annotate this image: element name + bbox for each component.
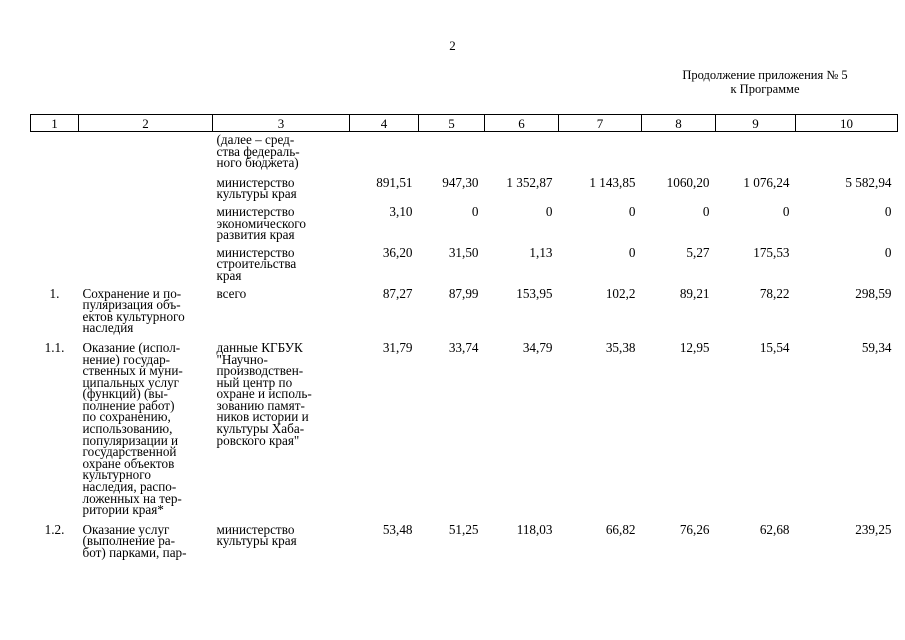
row-index-cell [31, 243, 79, 284]
amount-cell: 102,2 [605, 285, 636, 301]
amount-cell: 12,95 [679, 339, 710, 355]
column-number-header-row [31, 115, 898, 132]
table-row [31, 171, 898, 202]
amount-cell: 947,30 [442, 174, 479, 190]
amount-cell: 59,34 [861, 339, 892, 355]
page-number: 2 [449, 38, 456, 53]
amount-cell: 34,79 [522, 339, 553, 355]
row-index-cell: 1. [49, 285, 60, 301]
row-index-cell [31, 171, 79, 202]
row-index-cell [31, 202, 79, 243]
row-index-cell [31, 132, 79, 171]
amount-cell: 1 352,87 [506, 174, 553, 190]
amount-cell: 62,68 [759, 521, 790, 537]
header-cell: 4 [350, 115, 419, 132]
amount-cell: 891,51 [376, 174, 413, 190]
amount-cell: 153,95 [516, 285, 553, 301]
measure-name-cell [79, 132, 213, 171]
continuation-line-2: к Программе [730, 82, 800, 96]
amount-cell: 0 [471, 203, 479, 219]
amount-cell: 0 [884, 203, 892, 219]
amount-cell: 0 [545, 203, 553, 219]
amount-cell: 0 [628, 244, 636, 260]
amount-cell: 89,21 [679, 285, 710, 301]
amount-cell: 118,03 [516, 521, 553, 537]
amount-cell: 175,53 [753, 244, 790, 260]
header-cell: 6 [485, 115, 559, 132]
amount-cell [419, 132, 485, 171]
table-row [31, 284, 898, 336]
measure-name-cell: Сохранение и по- пуляризация объ- ектов культурного наследия [82, 285, 185, 336]
measure-name-cell [79, 243, 213, 284]
header-cell: 5 [419, 115, 485, 132]
amount-cell [559, 132, 642, 171]
amount-cell: 31,79 [382, 339, 413, 355]
executor-cell: министерство культуры края [216, 174, 297, 202]
amount-cell: 1 143,85 [589, 174, 636, 190]
amount-cell: 239,25 [855, 521, 892, 537]
amount-cell: 0 [628, 203, 636, 219]
program-funding-table [30, 114, 898, 561]
table-row [31, 336, 898, 518]
executor-cell: министерство культуры края [216, 521, 297, 549]
table-row [31, 202, 898, 243]
header-cell: 8 [642, 115, 716, 132]
amount-cell: 66,82 [605, 521, 636, 537]
amount-cell: 35,38 [605, 339, 636, 355]
executor-cell: (далее – сред- ства федераль- ного бюджета) [216, 132, 300, 171]
table-row [31, 132, 898, 171]
amount-cell: 0 [702, 203, 710, 219]
appendix-continuation-note [680, 68, 850, 96]
header-cell: 9 [716, 115, 796, 132]
measure-name-cell [79, 202, 213, 243]
amount-cell [485, 132, 559, 171]
amount-cell: 1,13 [529, 244, 553, 260]
row-index-cell: 1.2. [44, 521, 65, 537]
executor-cell: всего [216, 285, 247, 301]
amount-cell [642, 132, 716, 171]
amount-cell: 5,27 [686, 244, 710, 260]
header-cell: 10 [796, 115, 898, 132]
amount-cell: 0 [782, 203, 790, 219]
measure-name-cell: Оказание услуг (выполнение ра- бот) парками, пар- [82, 521, 187, 560]
amount-cell: 298,59 [855, 285, 892, 301]
measure-name-cell [79, 171, 213, 202]
amount-cell: 33,74 [448, 339, 479, 355]
amount-cell: 51,25 [448, 521, 479, 537]
amount-cell: 76,26 [679, 521, 710, 537]
continuation-line-1: Продолжение приложения № 5 [682, 68, 848, 82]
measure-name-cell: Оказание (испол- нение) государ- ственных и муни- ципальных услуг (функций) (вы- полнение работ) по сохранению, использованию, популяризации и государственной охране объектов культурного наследия, распо- ложенных на тер- ритории края* [82, 339, 183, 518]
amount-cell: 78,22 [759, 285, 790, 301]
executor-cell: данные КГБУК "Научно- производствен- ный центр по охране и исполь- зованию памят- ников истории и культуры Хаба- ровского края" [216, 339, 312, 448]
amount-cell: 5 582,94 [845, 174, 892, 190]
amount-cell: 87,99 [448, 285, 479, 301]
executor-cell: министерство строительства края [216, 244, 297, 283]
amount-cell: 1 076,24 [743, 174, 790, 190]
amount-cell: 36,20 [382, 244, 413, 260]
amount-cell [716, 132, 796, 171]
amount-cell: 15,54 [759, 339, 790, 355]
header-cell: 1 [31, 115, 79, 132]
amount-cell: 87,27 [382, 285, 413, 301]
row-index-cell: 1.1. [44, 339, 65, 355]
amount-cell: 53,48 [382, 521, 413, 537]
amount-cell: 0 [884, 244, 892, 260]
header-cell: 3 [213, 115, 350, 132]
amount-cell: 31,50 [448, 244, 479, 260]
amount-cell: 1060,20 [666, 174, 710, 190]
header-cell: 7 [559, 115, 642, 132]
amount-cell [796, 132, 898, 171]
executor-cell: министерство экономического развития края [216, 203, 306, 243]
header-cell: 2 [79, 115, 213, 132]
table-row [31, 518, 898, 561]
amount-cell [350, 132, 419, 171]
table-row [31, 243, 898, 284]
amount-cell: 3,10 [389, 203, 413, 219]
